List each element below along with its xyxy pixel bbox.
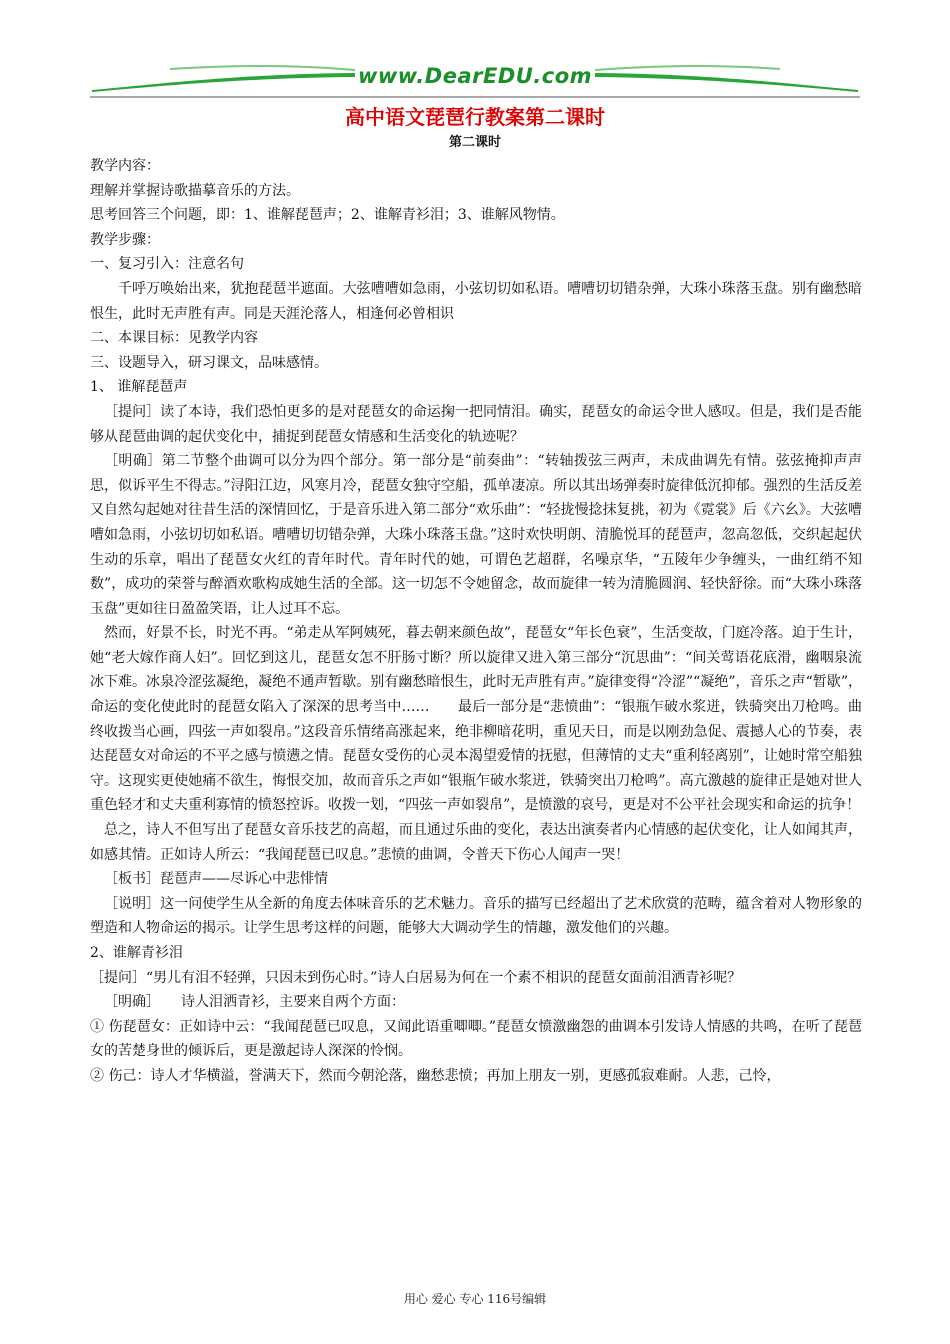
paragraph: 理解并掌握诗歌描摹音乐的方法。 [90,182,300,199]
page-title: 高中语文琵琶行教案第二课时 [345,105,605,129]
section-heading: 三、设题导入，研习课文，品味感情。 [90,354,328,371]
page-footer: 用心 爱心 专心 116号编辑 [403,1292,547,1306]
section-heading: 一、复习引入：注意名句 [90,256,244,273]
lesson-body [90,154,862,1089]
paragraph: 然而，好景不长，时光不再。“弟走从军阿姨死，暮去朝来颜色故”，琵琶女“年长色衰”，生活变故，门庭冷落。迫于生计，她“老大嫁作商人妇”。回忆到这儿，琵琶女怎不肝肠寸断？所以旋律又进入第三部分“沉思曲”：“间关莺语花底滑，幽咽泉流冰下难。冰泉冷涩弦凝绝，凝绝不通声暂歇。别有幽愁暗恨生，此时无声胜有声。”旋律变得“冷涩”“凝绝”，音乐之声“暂歇”，命运的变化使此时的琵琶女陷入了深深的思考当中…… 最后一部分是“悲愤曲”：“银瓶乍破水浆迸，铁骑突出刀枪鸣。曲终收拨当心画，四弦一声如裂帛。”这段音乐情绪高涨起来，绝非柳暗花明，重见天日，而是以刚劲急促、震撼人心的节奏，表达琵琶女对命运的不平之感与愤懑之情。琵琶女受伤的心灵本渴望爱情的抚慰，但薄情的丈夫“重利轻离别”，让她时常空船独守。这现实更使她痛不欲生，悔恨交加，故而音乐之声如“银瓶乍破水浆迸，铁骑突出刀枪鸣”。高亢激越的旋律正是她对世人重色轻才和丈夫重利寡情的愤怒控诉。收拨一划，“四弦一声如裂帛”，是愤激的哀号，更是对不公平社会现实和命运的抗争！ [90,625,862,814]
subsection-heading: 2、谁解青衫泪 [90,945,183,961]
answer-paragraph: ［明确］ 诗人泪洒青衫，主要来自两个方面： [104,994,405,1011]
question-paragraph: ［提问］读了本诗，我们恐怕更多的是对琵琶女的命运掬一把同情泪。确实，琵琶女的命运令世人感叹。但是，我们是否能够从琵琶曲调的起伏变化中，捕捉到琵琶女情感和生活变化的轨迹呢？ [90,403,862,445]
blackboard-note: ［板书］琵琶声——尽诉心中悲悱情 [104,871,328,888]
site-header [90,58,860,98]
page-subtitle: 第二课时 [448,135,501,150]
paragraph: 思考回答三个问题，即：1、谁解琵琶声；2、谁解青衫泪；3、谁解风物情。 [90,207,565,224]
list-item: ① 伤琵琶女：正如诗中云：“我闻琵琶已叹息，又闻此语重唧唧。”琵琶女愤激幽怨的曲调本引发诗人情感的共鸣，在听了琵琶女的苦楚身世的倾诉后，更是激起诗人深深的怜悯。 [90,1018,862,1060]
paragraph: 总之，诗人不但写出了琵琶女音乐技艺的高超，而且通过乐曲的变化，表达出演奏者内心情感的起伏变化，让人如闻其声，如感其情。正如诗人所云：“我闻琵琶已叹息。”悲愤的曲调，令普天下伤心人闻声一哭！ [90,822,862,863]
section-heading: 二、本课目标：见教学内容 [90,330,258,347]
section-label: 教学步骤： [90,231,160,248]
explanation-paragraph: ［说明］这一问使学生从全新的角度去体味音乐的艺术魅力。音乐的描写已经超出了艺术欣赏的范畴，蕴含着对人物形象的塑造和人物命运的揭示。让学生思考这样的问题，能够大大调动学生的情趣，激发他们的兴趣。 [90,895,862,937]
list-item: ② 伤己：诗人才华横溢，誉满天下，然而今朝沦落，幽愁悲愤；再加上朋友一别，更感孤寂难耐。人悲，己怜， [90,1067,781,1084]
subsection-heading: 1、 谁解琵琶声 [90,379,188,396]
site-logo-text: www.DearEDU.com [357,64,593,88]
quoted-lines: 千呼万唤始出来，犹抱琵琶半遮面。大弦嘈嘈如急雨，小弦切切如私语。嘈嘈切切错杂弹，大珠小珠落玉盘。别有幽愁暗恨生，此时无声胜有声。同是天涯沦落人，相逢何必曾相识 [90,280,862,322]
question-paragraph: ［提问］“男儿有泪不轻弹，只因未到伤心时。”诗人白居易为何在一个素不相识的琵琶女面前泪洒青衫呢？ [90,969,742,986]
answer-paragraph: ［明确］第二节整个曲调可以分为四个部分。第一部分是“前奏曲”：“转轴拨弦三两声，未成曲调先有情。弦弦掩抑声声思，似诉平生不得志。”浔阳江边，风寒月冷，琵琶女独守空船，孤单凄凉。所以其出场弹奏时旋律低沉抑郁。强烈的生活反差又自然勾起她对往昔生活的深情回忆，于是音乐进入第二部分“欢乐曲”：“轻拢慢捻抹复挑，初为《霓裳》后《六幺》。大弦嘈嘈如急雨，小弦切切如私语。嘈嘈切切错杂弹，大珠小珠落玉盘。”这时欢快明朗、清脆悦耳的琵琶声，忽高忽低，交织起起伏生动的乐章，唱出了琵琶女火红的青年时代。青年时代的她，可谓色艺超群，名噪京华，“五陵年少争缠头，一曲红绡不知数”，成功的荣誉与醉酒欢歌构成她生活的全部。这一切怎不令她留念，故而旋律一转为清脆圆润、轻快舒徐。而“大珠小珠落玉盘”更如往日盈盈笑语，让人过耳不忘。 [90,453,862,617]
section-label: 教学内容： [90,158,160,174]
